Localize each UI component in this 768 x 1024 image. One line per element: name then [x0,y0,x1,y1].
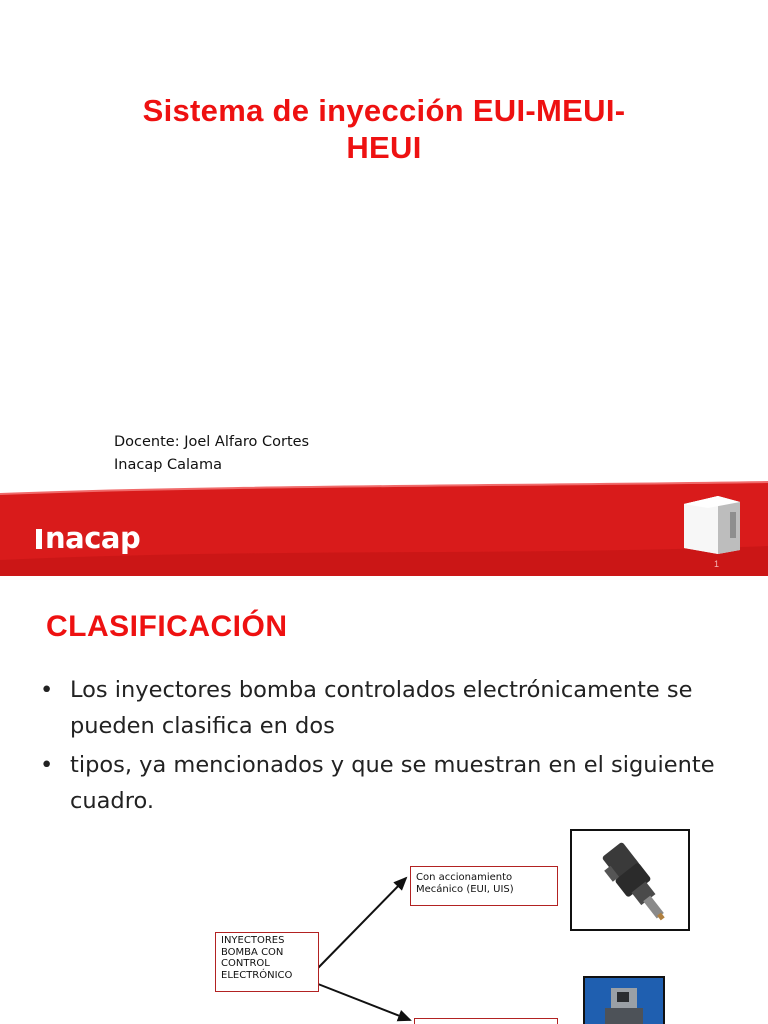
bullet-dot-icon: • [40,752,54,778]
classification-slide [0,576,768,1024]
injector-image [572,831,688,929]
inacap-logo: nacap [36,521,140,555]
injector-photo [570,829,690,931]
diagram-connectors [0,576,768,1024]
bullet-item: • tipos, ya mencionados y que se muestran en el siguiente cuadro. [40,747,740,819]
bullet-dot-icon: • [40,677,54,703]
root-node-box: INYECTORES BOMBA CON CONTROL ELECTRÓNICO [215,932,319,992]
mechanical-actuation-box: Con accionamiento Mecánico (EUI, UIS) [410,866,558,906]
institution-name: Inacap Calama [114,457,222,473]
title-line-2: HEUI [346,130,422,165]
bullet-item: • Los inyectores bomba controlados electrónicamente se pueden clasifica en dos [40,672,740,744]
hydraulic-actuation-box [414,1018,558,1024]
hydraulic-injector-photo [583,976,665,1024]
slide-title: CLASIFICACIÓN [46,610,288,643]
hydraulic-injector-image [585,978,663,1024]
author-name: Docente: Joel Alfaro Cortes [114,434,310,450]
page-number: 1 [714,559,720,569]
title-line-1: Sistema de inyección EUI-MEUI- [142,93,626,128]
building-cube-icon [678,494,748,556]
